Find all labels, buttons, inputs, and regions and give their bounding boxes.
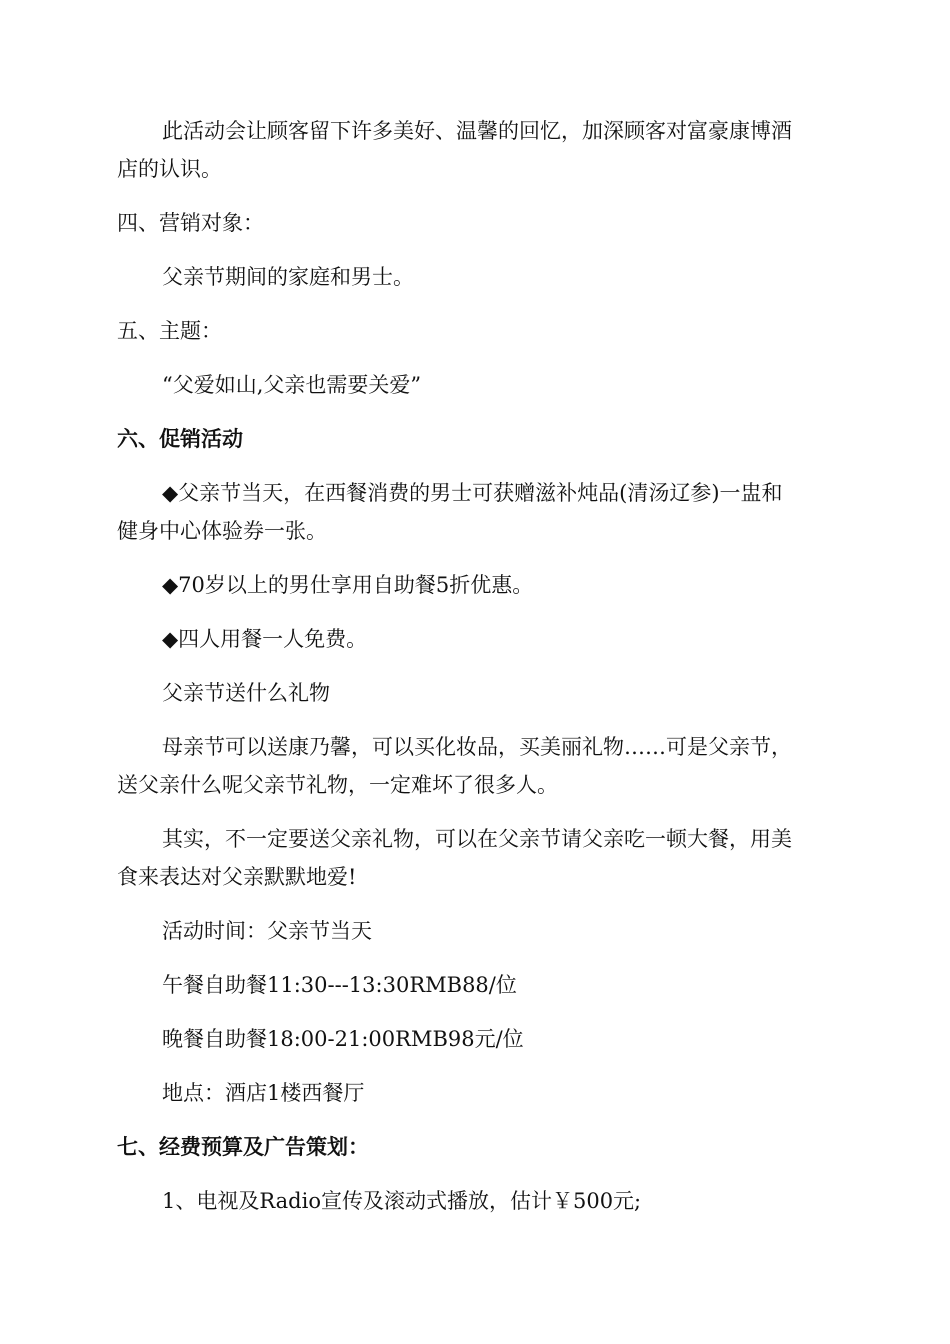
paragraph-activity-memory-line-2: 店的认识。 xyxy=(117,157,222,181)
bullet-promotion-2: ◆70岁以上的男仕享用自助餐5折优惠。 xyxy=(162,573,534,597)
bullet-promotion-1-line-1: ◆父亲节当天，在西餐消费的男士可获赠滋补炖品(清汤辽参)一盅和 xyxy=(162,481,783,505)
paragraph-activity-time: 活动时间：父亲节当天 xyxy=(162,919,372,943)
paragraph-dinner-buffet: 晚餐自助餐18:00-21:00RMB98元/位 xyxy=(162,1027,524,1051)
paragraph-marketing-target: 父亲节期间的家庭和男士。 xyxy=(162,265,414,289)
paragraph-dinner-line-2: 食来表达对父亲默默地爱! xyxy=(117,865,357,889)
paragraph-activity-memory-line-1: 此活动会让顾客留下许多美好、温馨的回忆，加深顾客对富豪康博酒 xyxy=(162,119,792,143)
paragraph-gift-title: 父亲节送什么礼物 xyxy=(162,681,330,705)
paragraph-gift-line-1: 母亲节可以送康乃馨，可以买化妆品，买美丽礼物……可是父亲节， xyxy=(162,735,792,759)
paragraph-budget-item-1: 1、电视及Radio宣传及滚动式播放，估计￥500元; xyxy=(162,1189,642,1213)
bullet-promotion-3: ◆四人用餐一人免费。 xyxy=(162,627,368,651)
paragraph-gift-line-2: 送父亲什么呢父亲节礼物，一定难坏了很多人。 xyxy=(117,773,558,797)
section-heading-marketing-target: 四、营销对象： xyxy=(117,211,264,235)
section-heading-theme: 五、主题： xyxy=(117,319,222,343)
paragraph-location: 地点：酒店1楼西餐厅 xyxy=(162,1081,365,1105)
paragraph-theme: “父爱如山,父亲也需要关爱” xyxy=(162,373,422,397)
paragraph-lunch-buffet: 午餐自助餐11:30---13:30RMB88/位 xyxy=(162,973,517,997)
paragraph-dinner-line-1: 其实，不一定要送父亲礼物，可以在父亲节请父亲吃一顿大餐，用美 xyxy=(162,827,792,851)
bullet-promotion-1-line-2: 健身中心体验券一张。 xyxy=(117,519,327,543)
section-heading-budget: 七、经费预算及广告策划： xyxy=(117,1134,369,1159)
section-heading-promotion: 六、促销活动 xyxy=(117,426,243,451)
